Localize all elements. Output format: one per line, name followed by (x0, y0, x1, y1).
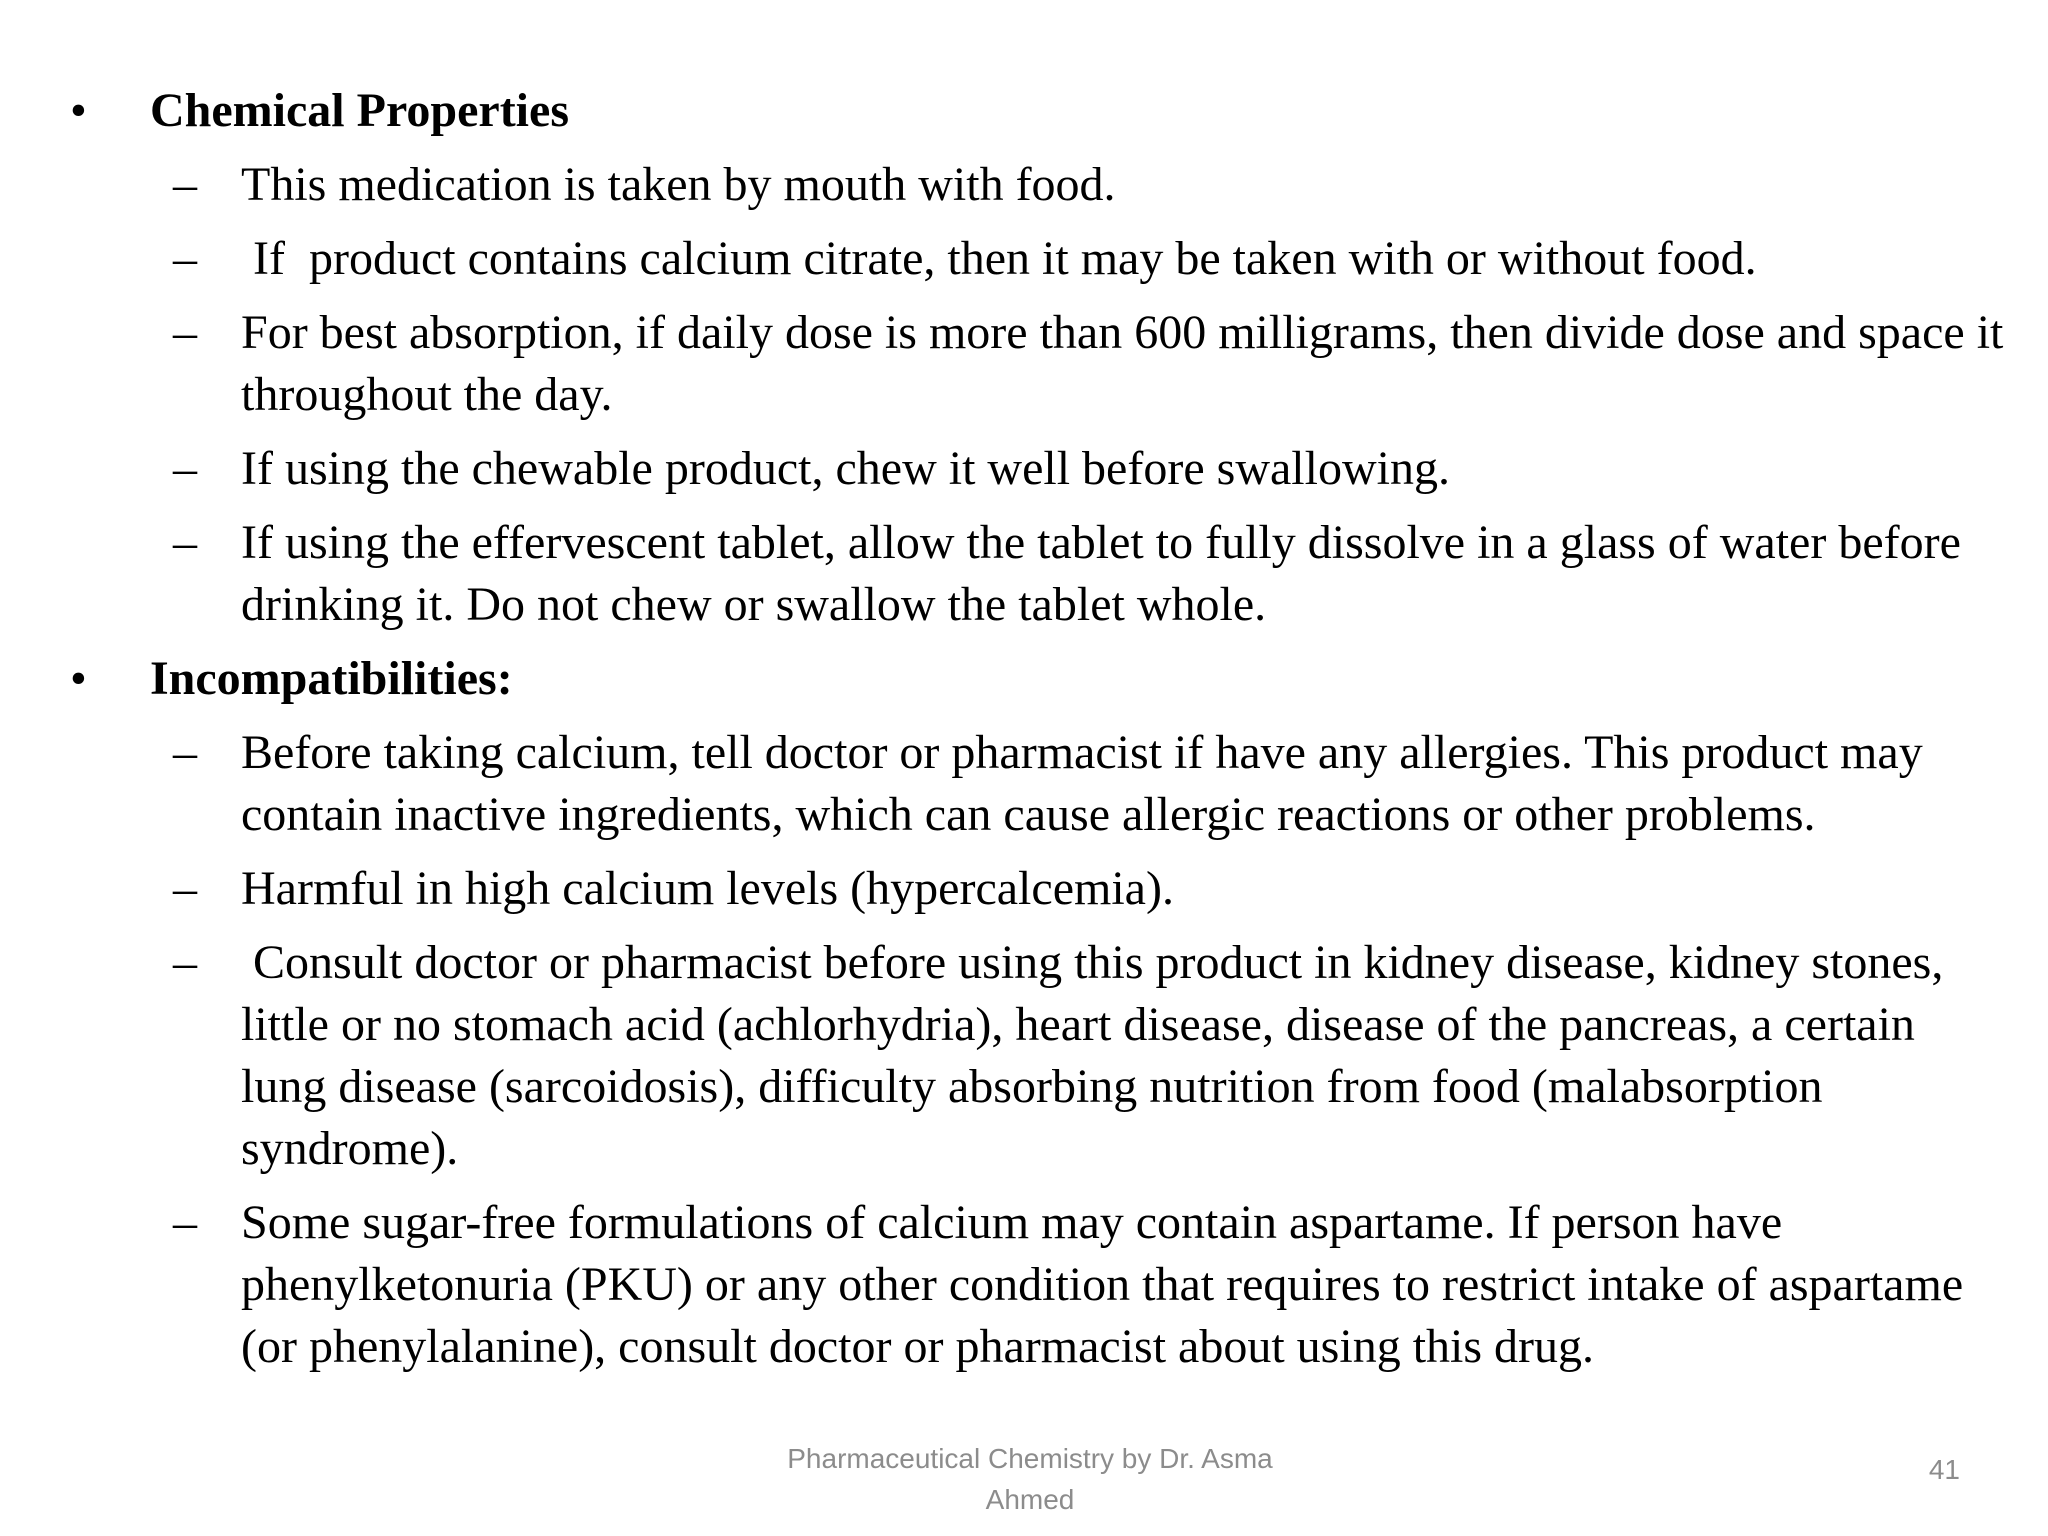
dash-icon: – (173, 1196, 197, 1249)
footer-line-1: Pharmaceutical Chemistry by Dr. Asma (787, 1443, 1273, 1474)
list-item-text: If using the chewable product, chew it well before swallowing. (241, 442, 1450, 495)
list-item (70, 512, 2010, 636)
list-item (70, 438, 2010, 500)
section-heading-incompatibilities (70, 648, 2010, 710)
list-item-text: Before taking calcium, tell doctor or pharmacist if have any allergies. This product may contain inactive ingredients, which can cause allergic reactions or other problems. (241, 726, 1923, 841)
list-item-text: Consult doctor or pharmacist before using this product in kidney disease, kidney stones, little or no stomach acid (achlorhydria), heart disease, disease of the pancreas, a certain lung disease (sarcoidosis), difficulty absorbing nutrition from food (malabsorption syndrome). (241, 936, 1956, 1175)
list-item-text: If using the effervescent tablet, allow the tablet to fully dissolve in a glass of water before drinking it. Do not chew or swallow the tablet whole. (241, 516, 1961, 631)
dash-icon: – (173, 232, 197, 285)
slide-footer (740, 1438, 1320, 1520)
dash-icon: – (173, 936, 197, 989)
dash-icon: – (173, 516, 197, 569)
page-number: 41 (1928, 1454, 1960, 1485)
list-item (70, 722, 2010, 846)
dash-icon: – (173, 158, 197, 211)
slide-content (70, 80, 2010, 1390)
section-items-chemical-properties (70, 154, 2010, 636)
list-item (70, 858, 2010, 920)
list-item-text: For best absorption, if daily dose is more than 600 milligrams, then divide dose and space it throughout the day. (241, 306, 2004, 421)
list-item (70, 302, 2010, 426)
dash-icon: – (173, 442, 197, 495)
dash-icon: – (173, 862, 197, 915)
list-item (70, 932, 2010, 1180)
bullet-icon: • (70, 84, 87, 137)
section-heading-chemical-properties (70, 80, 2010, 142)
bullet-icon: • (70, 652, 87, 705)
list-item-text: This medication is taken by mouth with food. (241, 158, 1116, 211)
dash-icon: – (173, 306, 197, 359)
section-heading-text: Incompatibilities: (150, 652, 513, 705)
footer-line-2: Ahmed (985, 1484, 1075, 1515)
list-item-text: Harmful in high calcium levels (hypercalcemia). (241, 862, 1174, 915)
section-heading-text: Chemical Properties (150, 84, 569, 137)
list-item (70, 1192, 2010, 1378)
dash-icon: – (173, 726, 197, 779)
section-items-incompatibilities (70, 722, 2010, 1378)
list-item-text: If product contains calcium citrate, then it may be taken with or without food. (241, 232, 1757, 285)
list-item (70, 154, 2010, 216)
list-item (70, 228, 2010, 290)
list-item-text: Some sugar-free formulations of calcium may contain aspartame. If person have phenylketonuria (PKU) or any other condition that requires to restrict intake of aspartame (or phenylalanine), consult doctor or pharmacist about using this drug. (241, 1196, 1964, 1373)
